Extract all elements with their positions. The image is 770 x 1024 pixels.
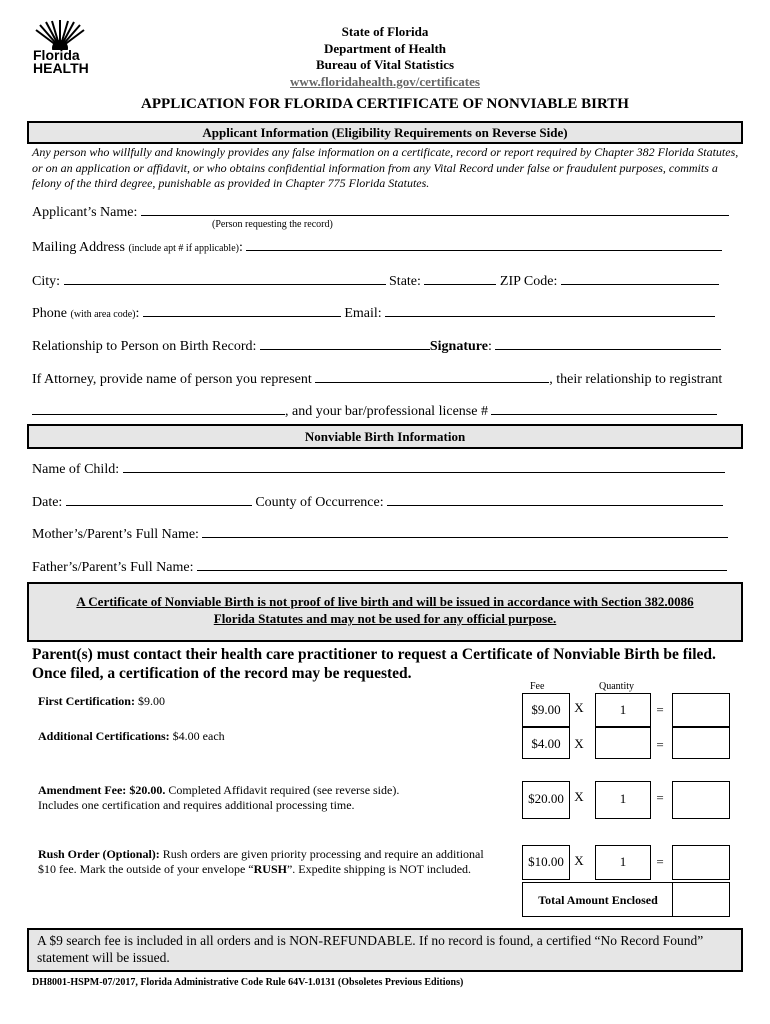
fee-header: Fee xyxy=(530,681,545,692)
header-state: State of Florida xyxy=(341,24,429,39)
total-label: Total Amount Enclosed xyxy=(538,893,658,907)
rush-total-box[interactable] xyxy=(672,845,730,880)
amendment-text-1: Completed Affidavit required (see reverse side). xyxy=(168,783,400,797)
registrant-relationship-field[interactable] xyxy=(32,401,285,415)
amendment-times: X xyxy=(574,789,584,804)
birth-section-title: Nonviable Birth Information xyxy=(304,429,466,444)
rush-label: Rush Order (Optional): xyxy=(38,847,160,861)
represented-person-field[interactable] xyxy=(315,369,549,383)
email-label: Email: xyxy=(344,306,382,321)
additional-cert-fee: $4.00 xyxy=(531,736,561,751)
first-cert-label: First Certification: xyxy=(38,694,135,708)
amendment-total-box[interactable] xyxy=(672,781,730,819)
father-name-label: Father’s/Parent’s Full Name: xyxy=(32,560,194,575)
state-field[interactable] xyxy=(424,271,496,285)
phone-label: Phone xyxy=(32,306,67,321)
amendment-label: Amendment Fee: xyxy=(38,783,127,797)
county-field[interactable] xyxy=(387,492,723,506)
applicant-name-field[interactable] xyxy=(141,202,729,216)
amendment-qty-box[interactable] xyxy=(595,781,651,819)
amendment-equals: = xyxy=(656,790,664,805)
state-label: State: xyxy=(389,274,421,289)
logo-health: HEALTH xyxy=(33,60,89,76)
first-cert-fee-box xyxy=(522,693,570,727)
rush-times: X xyxy=(574,853,584,868)
mother-name-field[interactable] xyxy=(202,524,728,538)
license-label: , and your bar/professional license # xyxy=(285,404,488,419)
total-label-box xyxy=(522,882,674,917)
notice-line-1: A Certificate of Nonviable Birth is not proof of live birth and will be issued in accordance with Section 382.0086 xyxy=(76,594,694,609)
amendment-fee-box xyxy=(522,781,570,819)
first-cert-amount: $9.00 xyxy=(137,694,165,708)
rush-qty: 1 xyxy=(619,854,627,869)
quantity-header: Quantity xyxy=(599,681,634,692)
mailing-address-label: Mailing Address xyxy=(32,240,125,255)
rush-equals: = xyxy=(656,854,664,869)
city-field[interactable] xyxy=(64,271,386,285)
signature-field[interactable] xyxy=(495,336,721,350)
mailing-address-note: (include apt # if applicable) xyxy=(128,243,239,254)
additional-cert-fee-box xyxy=(522,727,570,759)
mother-name-label: Mother’s/Parent’s Full Name: xyxy=(32,527,199,542)
attorney-suffix: , their relationship to registrant xyxy=(549,372,723,387)
warning-text: Any person who willfully and knowingly provides any false information on a certificate, record or report required by Chapter 382 Florida Statutes, or on an application or affidavit, or who obtains confidential information from any Vital Record under false or fraudulent purposes, commits a felony of the third degree, punishable as provided in Chapter 775 Florida Statutes. xyxy=(32,145,739,190)
county-label: County of Occurrence: xyxy=(255,495,384,510)
additional-cert-label: Additional Certifications: xyxy=(38,729,170,743)
date-field[interactable] xyxy=(66,492,252,506)
birth-section-bar xyxy=(27,424,743,449)
rush-fee-box xyxy=(522,845,570,880)
form-footer: DH8001-HSPM-07/2017, Florida Administrative Code Rule 64V-1.0131 (Obsoletes Previous Editions) xyxy=(32,977,464,988)
amendment-fee: $20.00 xyxy=(528,791,564,806)
amendment-qty: 1 xyxy=(619,791,627,806)
additional-cert-amount: $4.00 each xyxy=(172,729,225,743)
child-name-field[interactable] xyxy=(123,459,725,473)
zip-label: ZIP Code: xyxy=(499,274,558,289)
phone-note: (with area code) xyxy=(70,309,136,320)
first-cert-total-box[interactable] xyxy=(672,693,730,727)
signature-label: Signature xyxy=(429,339,488,354)
total-amount-box[interactable] xyxy=(672,882,730,917)
applicant-name-note: (Person requesting the record) xyxy=(212,219,333,230)
first-cert-qty: 1 xyxy=(619,702,627,717)
zip-field[interactable] xyxy=(561,271,719,285)
amendment-text-2: Includes one certification and requires additional processing time. xyxy=(38,798,355,812)
rush-text-1: Rush orders are given priority processing and require an additional xyxy=(162,847,484,861)
search-fee-text: A $9 search fee is included in all orders and is NON-REFUNDABLE. If no record is found, a certified “No Record Found” statement will be issued. xyxy=(37,933,704,965)
mailing-address-field[interactable] xyxy=(246,237,722,251)
header-bureau: Bureau of Vital Statistics xyxy=(315,57,455,72)
header-url[interactable]: www.floridahealth.gov/certificates xyxy=(290,73,480,89)
first-cert-fee: $9.00 xyxy=(531,702,561,717)
applicant-section-bar xyxy=(27,121,743,144)
phone-field[interactable] xyxy=(143,303,341,317)
logo-florida: Florida xyxy=(33,47,80,63)
form-title: APPLICATION FOR FLORIDA CERTIFICATE OF NONVIABLE BIRTH xyxy=(141,96,629,112)
relationship-field[interactable] xyxy=(260,336,430,350)
notice-line-2: Florida Statutes and may not be used for any official purpose. xyxy=(213,611,557,626)
phone-colon: : xyxy=(135,306,140,321)
search-fee-notice xyxy=(27,928,743,972)
father-name-field[interactable] xyxy=(197,557,727,571)
rush-qty-box[interactable] xyxy=(595,845,651,880)
city-label: City: xyxy=(32,274,61,289)
nonviable-notice-box xyxy=(27,582,743,642)
additional-cert-times: X xyxy=(574,736,584,751)
rush-fee: $10.00 xyxy=(528,854,564,869)
child-name-label: Name of Child: xyxy=(32,462,120,477)
header-department: Department of Health xyxy=(323,40,447,56)
rush-word: RUSH xyxy=(253,862,287,876)
amendment-amount: $20.00. xyxy=(129,783,166,797)
email-field[interactable] xyxy=(385,303,715,317)
relationship-label: Relationship to Person on Birth Record: xyxy=(32,339,257,354)
additional-cert-total-box[interactable] xyxy=(672,727,730,759)
applicant-section-title: Applicant Information (Eligibility Requirements on Reverse Side) xyxy=(202,125,568,140)
applicant-name-label: Applicant’s Name: xyxy=(32,205,138,220)
signature-colon: : xyxy=(487,339,492,354)
date-label: Date: xyxy=(32,495,63,510)
license-field[interactable] xyxy=(491,401,717,415)
first-cert-qty-box[interactable] xyxy=(595,693,651,727)
mailing-address-colon: : xyxy=(238,240,243,255)
parents-notice: Parent(s) must contact their health care practitioner to request a Certificate of Nonviable Birth be filed. Once filed, a certification of the record may be requested. xyxy=(32,646,716,682)
rush-text-2b: ”. Expedite shipping is NOT included. xyxy=(286,862,472,876)
additional-cert-qty-box[interactable] xyxy=(595,727,651,759)
first-cert-times: X xyxy=(574,700,584,715)
additional-cert-equals: = xyxy=(656,737,664,752)
first-cert-equals: = xyxy=(656,702,664,717)
rush-text-2a: $10 fee. Mark the outside of your envelope “ xyxy=(38,862,254,876)
attorney-label: If Attorney, provide name of person you represent xyxy=(32,372,312,387)
